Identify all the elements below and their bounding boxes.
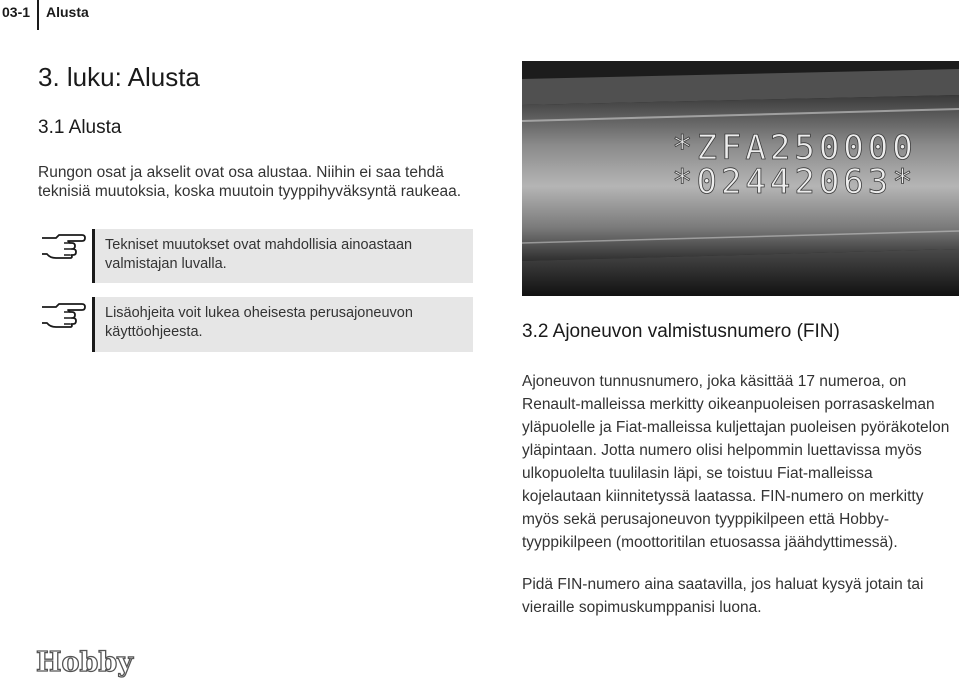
section-title-3-1: 3.1 Alusta [38,117,122,138]
section-3-2-body: Ajoneuvon tunnusnumero, joka käsittää 17 numeroa, on Renault-malleissa merkitty oikeanpuoleisen porrasaskelman yläpuolelle ja Fiat-malleissa kuljettajan puoleisen pyöräkotelon yläpintaan. Jotta numero olisi helpommin luettavissa myös ulkopuolelta tuulilasin läpi, se toistuu Fiat-malleissa kojelautaan kiinnitetyssä laatassa. FIN-numero on merkitty myös sekä perusajoneuvon tyyppikilpeen että Hobby-tyyppikilpeen (moottoritilan etuosassa jäähdyttimessä). [522,373,950,551]
header-divider [37,0,39,30]
note-box [92,229,473,283]
fin-photo-drawing [522,61,959,296]
hobby-logo-text: Hobby [36,647,133,678]
chapter-title: 3. luku: Alusta [38,62,200,92]
page-header [0,0,200,28]
fin-line-2: *02442063* [672,162,917,202]
section-title-3-2: 3.2 Ajoneuvon valmistusnumero (FIN) [522,321,840,342]
section-3-1-intro: Rungon osat ja akselit ovat osa alustaa. Niihin ei saa tehdä teknisiä muutoksia, koska muutoin tyyppihyväksyntä raukeaa. [38,164,462,200]
header-section-title: Alusta [46,4,89,20]
pointing-hand-icon [40,232,86,260]
pointing-hand-icon [40,301,86,329]
note-box [92,297,473,352]
note-text: Tekniset muutokset ovat mahdollisia ainoastaan valmistajan luvalla. [105,237,413,272]
section-3-2-note: Pidä FIN-numero aina saatavilla, jos haluat kysyä jotain tai vieraille sopimuskumppanisi luona. [522,576,924,616]
fin-line-1: *ZFA250000 [672,128,917,168]
note-text: Lisäohjeita voit lukea oheisesta perusajoneuvon käyttöohjeesta. [105,305,413,340]
fin-stamp-text [672,128,917,202]
page-number: 03-1 [2,4,31,20]
fin-stamp-photo [522,61,959,296]
hobby-logo [36,644,136,678]
